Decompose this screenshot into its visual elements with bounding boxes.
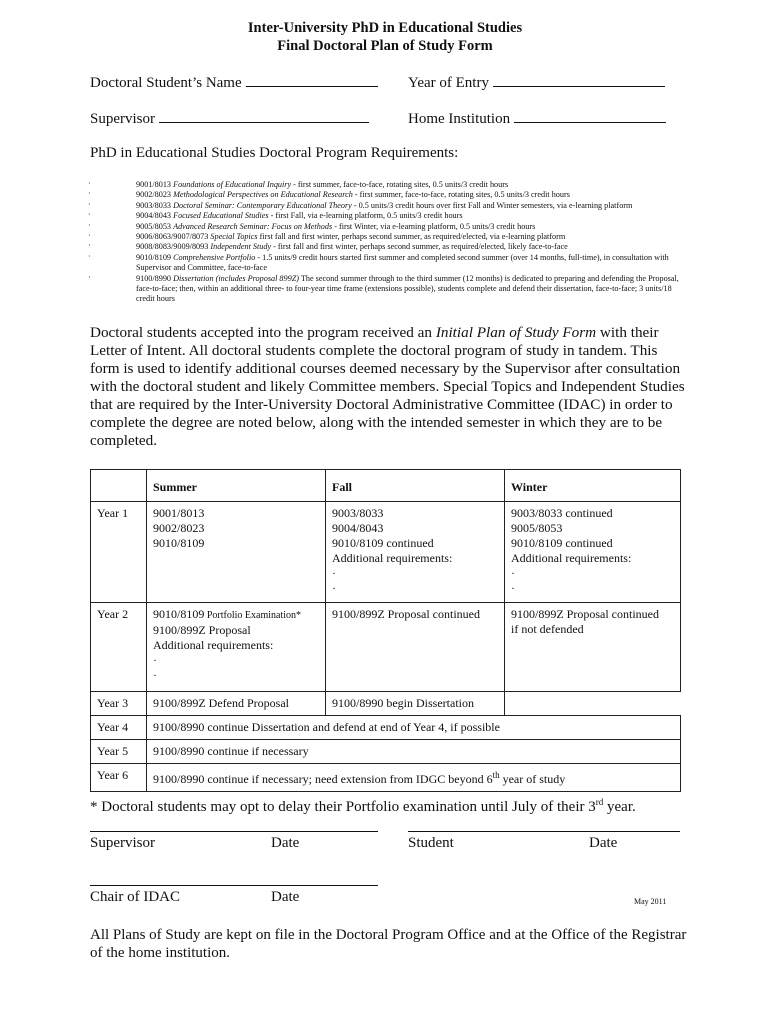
year-of-entry-field [408, 72, 665, 92]
year3-winter-cell[interactable] [505, 692, 681, 716]
superscript: th [492, 770, 500, 780]
course-name: Focused Educational Studies [173, 211, 269, 221]
course-code: 9005/8053 [136, 221, 172, 231]
bullet: · [88, 189, 91, 199]
supervisor-signature-line[interactable] [90, 831, 378, 832]
table-row [91, 603, 681, 692]
student-name-label: Doctoral Student’s Name [90, 75, 242, 91]
year3-summer-cell[interactable]: 9100/899Z Defend Proposal [147, 692, 326, 716]
course-code: 9003/8033 [136, 200, 172, 210]
year2-winter-cell[interactable] [505, 603, 681, 692]
student-signature-label: Student [408, 835, 454, 851]
course-name: Methodological Perspectives on Educational Research [173, 190, 353, 200]
requirement-item [88, 242, 688, 252]
cell-line: · [511, 566, 515, 580]
course-name: Dissertation (includes Proposal 899Z) [173, 273, 299, 283]
table-row [91, 502, 681, 603]
course-detail: first fall and first winter, perhaps second summer, as required/elected, via e-learning platform [257, 232, 566, 242]
course-code: 9006/8063/9007/8073 [136, 232, 209, 242]
table-header-row [91, 470, 681, 502]
year-label: Year 4 [91, 716, 147, 740]
cell-line: 9003/8033 [332, 506, 384, 520]
table-row [91, 692, 681, 716]
chair-signature-line[interactable] [90, 885, 378, 886]
table-row [91, 740, 681, 764]
student-date-label: Date [589, 835, 618, 851]
cell-line: 9004/8043 [332, 521, 384, 535]
course-detail: The second summer through to the third summer (12 months) is dedicated to preparing and defending the Proposal, face-to-face; then, within an additional three- to four-year time frame (extensions possible), students complete and defend their dissertation, face-to-face; 3 units/18 credit hours [136, 273, 679, 304]
year-of-entry-blank[interactable] [493, 72, 665, 87]
supervisor-blank[interactable] [159, 108, 369, 123]
course-detail: - first summer, face-to-face, rotating sites, 0.5 units/3 credit hours [352, 190, 570, 200]
course-code: 9004/8043 [136, 211, 172, 221]
bullet: · [88, 210, 91, 220]
student-name-blank[interactable] [246, 72, 378, 87]
cell-text: year of study [499, 772, 566, 786]
column-header-winter: Winter [505, 470, 681, 502]
bullet: · [88, 231, 91, 241]
cell-text: 9010/8109 [153, 607, 205, 621]
cell-line: 9010/8109 continued [332, 536, 434, 550]
course-detail: - first Fall, via e-learning platform, 0.5 units/3 credit hours [268, 211, 463, 221]
cell-small-text: Portfolio Examination* [204, 610, 301, 621]
course-code: 9100/8990 [136, 273, 172, 283]
cell-line: Additional requirements: [511, 551, 632, 565]
bullet: · [88, 241, 91, 251]
cell-line: 9005/8053 [511, 521, 563, 535]
cell-line: 9003/8033 continued [511, 506, 613, 520]
cell-line [153, 607, 319, 623]
cell-line: · [153, 668, 157, 682]
course-code: 9010/8109 [136, 252, 172, 262]
paragraph-text: Doctoral students accepted into the program received an [90, 324, 436, 341]
bullet: · [88, 199, 91, 209]
portfolio-note [90, 797, 636, 816]
form-title-line2: Final Doctoral Plan of Study Form [277, 38, 493, 54]
plan-of-study-table [90, 469, 681, 792]
requirement-item [88, 201, 688, 211]
requirement-item [88, 180, 688, 190]
year-label: Year 1 [91, 502, 147, 603]
course-code: 9001/8013 [136, 180, 172, 189]
cell-line: if not defended [511, 622, 584, 636]
table-row [91, 716, 681, 740]
cell-line: 9001/8013 [153, 506, 205, 520]
home-institution-blank[interactable] [514, 108, 666, 123]
requirement-item [88, 253, 688, 274]
course-detail: - 1.5 units/9 credit hours started first summer and completed second summer (over 14 months, full-time), in consultation with Supervisor and Committee, face-to-face [136, 252, 669, 273]
chair-signature-label: Chair of IDAC [90, 889, 180, 905]
form-title-line1: Inter-University PhD in Educational Studies [247, 20, 523, 36]
year1-fall-cell[interactable] [326, 502, 505, 603]
cell-line: 9002/8023 [153, 521, 205, 535]
cell-line: 9100/899Z Proposal continued [511, 607, 659, 621]
footer-note: All Plans of Study are kept on file in the Doctoral Program Office and at the Office of the Registrar of the home institution. [90, 927, 687, 961]
note-text: * Doctoral students may opt to delay their Portfolio examination until July of their 3 [90, 799, 596, 815]
cell-line: · [332, 566, 336, 580]
year5-cell[interactable]: 9100/8990 continue if necessary [147, 740, 681, 764]
requirements-heading: PhD in Educational Studies Doctoral Program Requirements: [90, 145, 459, 161]
supervisor-field [90, 108, 369, 128]
supervisor-label: Supervisor [90, 111, 155, 127]
course-name: Foundations of Educational Inquiry [173, 180, 292, 189]
year3-fall-cell[interactable]: 9100/8990 begin Dissertation [326, 692, 505, 716]
bullet: · [88, 272, 91, 282]
column-header-fall: Fall [326, 470, 505, 502]
course-detail: - first Winter, via e-learning platform, 0.5 units/3 credit hours [332, 221, 536, 231]
cell-line: 9010/8109 [153, 536, 205, 550]
year4-cell[interactable]: 9100/8990 continue Dissertation and defend at end of Year 4, if possible [147, 716, 681, 740]
cell-line: · [332, 581, 336, 595]
course-detail: - first summer, face-to-face, rotating sites, 0.5 units/3 credit hours [291, 180, 509, 189]
note-text: year. [603, 799, 636, 815]
cell-line: · [153, 653, 157, 667]
year2-fall-cell[interactable] [326, 603, 505, 692]
requirements-list [88, 180, 688, 305]
cell-text: 9100/8990 continue if necessary; need extension from IDGC beyond 6 [153, 772, 493, 786]
course-name: Doctoral Seminar: Contemporary Educational Theory [173, 200, 352, 210]
home-institution-label: Home Institution [408, 111, 511, 127]
course-name: Comprehensive Portfolio [173, 252, 256, 262]
bullet: · [88, 179, 91, 188]
course-name: Special Topics [210, 232, 258, 242]
course-code: 9008/8083/9009/8093 [136, 242, 209, 252]
course-detail: - 0.5 units/3 credit hours over first Fall and Winter semesters, via e-learning platform [351, 200, 633, 210]
year1-summer-cell[interactable] [147, 502, 326, 603]
bullet: · [88, 220, 91, 230]
course-name: Advanced Research Seminar: Focus on Methods [173, 221, 333, 231]
cell-line: 9100/899Z Proposal [153, 623, 251, 637]
year-header [91, 470, 147, 502]
table-row [91, 764, 681, 792]
requirement-item [88, 232, 688, 242]
supervisor-signature-label: Supervisor [90, 835, 155, 851]
course-detail: - first fall and first winter, perhaps second summer, as required/elected, likely face-to-face [271, 242, 568, 252]
course-code: 9002/8023 [136, 190, 172, 200]
bullet: · [88, 251, 91, 261]
intro-paragraph [90, 324, 690, 450]
home-institution-field [408, 108, 666, 128]
requirement-item [88, 190, 688, 200]
cell-line: · [511, 581, 515, 595]
year-label: Year 5 [91, 740, 147, 764]
requirement-item [88, 222, 688, 232]
year1-winter-cell[interactable] [505, 502, 681, 603]
chair-date-label: Date [271, 889, 300, 905]
cell-line: Additional requirements: [332, 551, 453, 565]
student-name-field [90, 72, 378, 92]
year-of-entry-label: Year of Entry [408, 75, 489, 91]
course-name: Independent Study [210, 242, 272, 252]
year-label: Year 6 [91, 764, 147, 792]
revision-date: May 2011 [634, 897, 667, 906]
paragraph-italic: Initial Plan of Study Form [435, 324, 597, 341]
requirement-item [88, 274, 688, 305]
superscript: rd [595, 797, 604, 807]
student-signature-line[interactable] [408, 831, 680, 832]
paragraph-text: with their Letter of Intent. All doctoral students complete the doctoral program of study in tandem. This form is used to identify additional courses deemed necessary by the Supervisor after consultation with the doctoral student and likely Committee members. Special Topics and Independent Studies that are required by the Inter-University Doctoral Administrative Committee (IDAC) in order to complete the degree are noted below, along with the intended semester in which they are to be completed. [90, 324, 685, 449]
cell-line: Additional requirements: [153, 638, 274, 652]
cell-line: 9010/8109 continued [511, 536, 613, 550]
year-label: Year 3 [91, 692, 147, 716]
requirement-item [88, 211, 688, 221]
cell-line: 9100/899Z Proposal continued [332, 607, 480, 621]
year-label: Year 2 [91, 603, 147, 692]
year2-summer-cell[interactable] [147, 603, 326, 692]
supervisor-date-label: Date [271, 835, 300, 851]
year6-cell[interactable] [147, 764, 681, 792]
column-header-summer: Summer [147, 470, 326, 502]
